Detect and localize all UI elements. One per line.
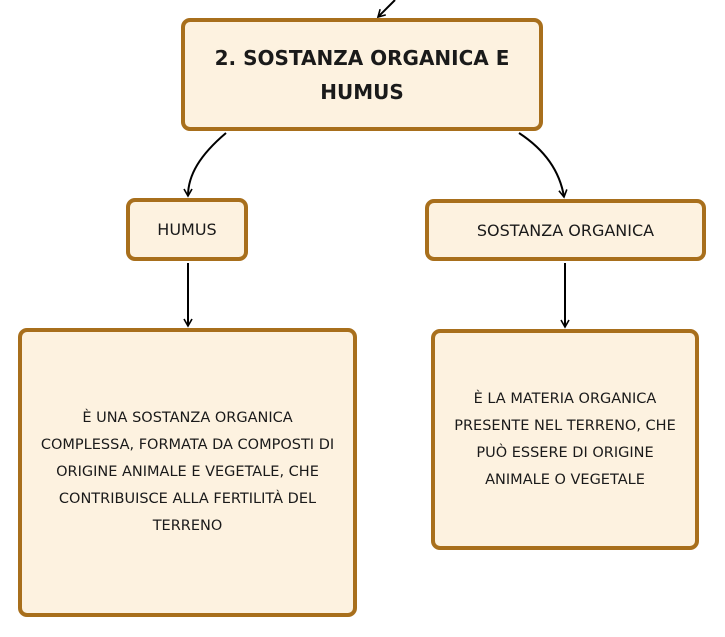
sostanza-organica-node-label: SOSTANZA ORGANICA [476, 220, 655, 240]
edge-title-to-humus [188, 133, 226, 196]
sostanza-organica-description-node[interactable] [431, 329, 699, 550]
humus-description-text: È UNA SOSTANZA ORGANICA COMPLESSA, FORMATA DA COMPOSTI DI ORIGINE ANIMALE E VEGETALE, CHE CONTRIBUISCE ALLA FERTILITÀ DEL TERRENO [40, 410, 335, 534]
sostanza-organica-description-text: È LA MATERIA ORGANICA PRESENTE NEL TERRENO, CHE PUÒ ESSERE DI ORIGINE ANIMALE O VEGETALE [454, 390, 676, 488]
edge-parent-to-title [378, 0, 395, 17]
sostanza-organica-node[interactable] [425, 199, 706, 261]
humus-description-node[interactable] [18, 328, 357, 617]
title-node[interactable] [181, 18, 543, 131]
title-node-label: 2. SOSTANZA ORGANICA E HUMUS [214, 45, 510, 104]
humus-node[interactable] [126, 198, 248, 261]
edge-title-to-sostanza [519, 133, 564, 197]
humus-node-label: HUMUS [157, 220, 217, 239]
